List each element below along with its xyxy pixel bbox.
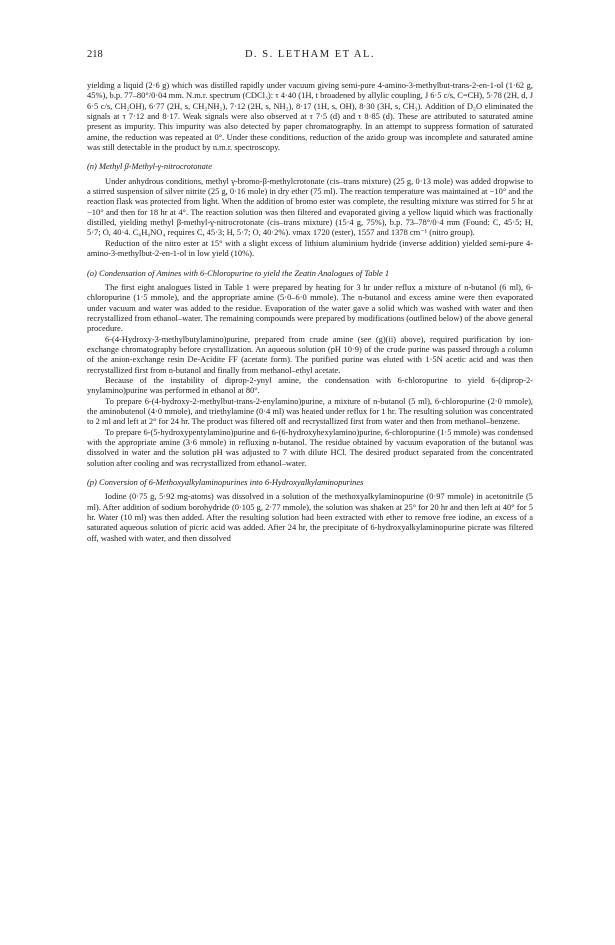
running-header [87, 49, 533, 63]
article-body [87, 80, 533, 543]
body-paragraph: The first eight analogues listed in Table 1 were prepared by heating for 3 hr under reflux a mixture of n-butanol (6 ml), 6-chloropurine (1·5 mmole), and the appropriate amine (5·0–6·0 mmole). The n-butanol and excess amine were then evaporated under vacuum and water was added to the residue. Evaporation of the water gave a solid which was washed with water and then recrystallized from ethanol–water. The remaining compounds were prepared by modifications (outlined below) of the above general procedure. [87, 281, 533, 334]
body-paragraph: Because of the instability of diprop-2-ynyl amine, the condensation with 6-chloropurine to yield 6-(diprop-2-ynylamino)purine was performed in ethanol at 80°. [87, 374, 533, 396]
body-paragraph: Reduction of the nitro ester at 15° with a slight excess of lithium aluminium hydride (inverse addition) yielded semi-pure 4-amino-3-methylbut-2-en-1-ol in low yield (10%). [87, 237, 533, 259]
body-paragraph: yielding a liquid (2·6 g) which was distilled rapidly under vacuum giving semi-pure 4-amino-3-methylbut-trans-2-en-1-ol (1·62 g, 45%), b.p. 77–80°/0·04 mm. N.m.r. spectrum (CDCl₃): τ 4·40 (1H, t broadened by allylic coupling, J 6·5 c/s, C=CH), 5·78 (2H, d, J 6·5 c/s, CH₂OH), 6·77 (2H, s, CH₂NH₂), 7·12 (2H, s, NH₂), 8·17 (1H, s, OH), 8·30 (3H, s, CH₃). Addition of D₂O eliminated the signals at τ 7·12 and 8·17. Weak signals were also observed at τ 7·5 (d) and τ 8·85 (d). These are attributed to saturated amine present as impurity. This impurity was also detected by paper chromatography. In an attempt to suppress formation of saturated amine, the reduction was repeated at 0°. Under these conditions, reduction of the azido group was incomplete and saturated amine was still detectable in the product by n.m.r. spectroscopy. [87, 80, 533, 153]
body-paragraph: Iodine (0·75 g, 5·92 mg-atoms) was dissolved in a solution of the methoxyalkylaminopurine (0·97 mmole) in acetonitrile (5 ml). After addition of sodium borohydride (0·105 g, 2·77 mmole), the solution was shaken at 25° for 20 hr and then left at 40° for 5 hr. Water (10 ml) was then added. After the resulting solution had been extracted with ether to remove free iodine, an excess of a saturated aqueous solution of picric acid was added. After 24 hr, the precipitate of 6-hydroxyalkylaminopurine picrate was filtered off, washed with water, and then dissolved [87, 491, 533, 543]
body-paragraph: 6-(4-Hydroxy-3-methylbutylamino)purine, prepared from crude amine (see (g)(ii) above), required purification by ion-exchange chromatography before crystallization. An aqueous solution (pH 10·9) of the crude purine was passed through a column of the anion-exchange resin De-Acidite FF (acetate form). The purified purine was eluted with 1·5N acetic acid and was then recrystallized first from n-butanol and finally from methanol–ethyl acetate. [87, 333, 533, 375]
section-heading-p: (p) Conversion of 6-Methoxyalkylaminopurines into 6-Hydroxyalkylaminopurines [87, 477, 364, 488]
section-heading-o: (o) Condensation of Amines with 6-Chloropurine to yield the Zeatin Analogues of Table 1 [87, 267, 390, 278]
section-heading-n: (n) Methyl β-Methyl-γ-nitrocrotonate [87, 161, 212, 172]
page-number: 218 [87, 49, 103, 60]
body-paragraph: To prepare 6-(4-hydroxy-2-methylbut-trans-2-enylamino)purine, a mixture of n-butanol (5 ml), 6-chloropurine (2·0 mmole), the aminobutenol (4·0 mmole), and triethylamine (0·4 ml) was heated under reflux for 1 hr. The resulting solution was concentrated to 2 ml and left at 2° for 24 hr. The product was filtered off and recrystallized first from water and then from methanol–benzene. [87, 395, 533, 427]
running-title: D. S. LETHAM ET AL. [244, 49, 376, 60]
body-paragraph: To prepare 6-(5-hydroxypentylamino)purine and 6-(6-hydroxyhexylamino)purine, 6-chloropurine (1·5 mmole) was condensed with the appropriate amine (3·6 mmole) in refluxing n-butanol. The residue obtained by vacuum evaporation of the butanol was dissolved in water and the solution pH was adjusted to 7 with dilute HCl. The desired product separated from the concentrated solution after cooling and was recrystallized from ethanol–water. [87, 426, 533, 468]
body-paragraph: Under anhydrous conditions, methyl γ-bromo-β-methylcrotonate (cis–trans mixture) (25 g, 0·13 mole) was added dropwise to a stirred suspension of silver nitrite (25 g, 0·16 mole) in dry ether (75 ml). The reaction temperature was maintained at −10° and the reaction flask was protected from light. When the addition of bromo ester was complete, the resulting mixture was stirred for 5 hr at −10° and then for 18 hr at 4°. The reaction solution was then filtered and evaporated giving a yellow liquid which was fractionally distilled, yielding methyl β-methyl-γ-nitrocrotonate (cis–trans mixture) (15·4 g, 75%), b.p. 73–78°/0·4 mm (Found: C, 45·5; H, 5·7; O, 40·4. C₆H₉NO₄ requires C, 45·3; H, 5·7; O, 40·2%). νmax 1720 (ester), 1557 and 1378 cm⁻¹ (nitro group). [87, 175, 533, 238]
